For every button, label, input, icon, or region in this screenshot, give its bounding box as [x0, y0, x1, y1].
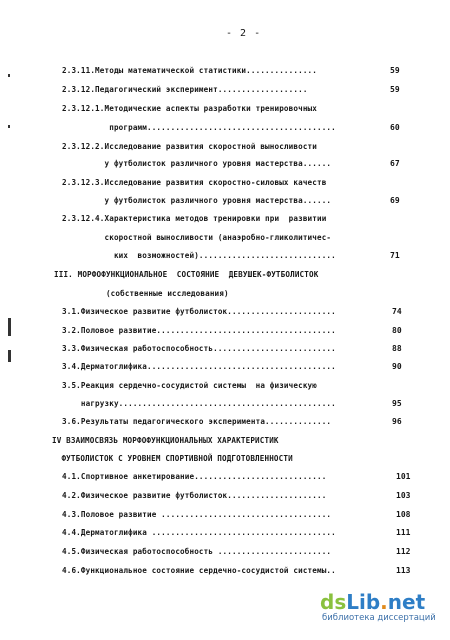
scan-mark	[8, 318, 11, 336]
scan-mark	[8, 74, 10, 77]
toc-entry-text: 3.6.Результаты педагогического эксперимента..............	[62, 417, 332, 426]
toc-entry-page: 96	[392, 417, 402, 426]
chapter-heading: ФУТБОЛИСТОК С УРОВНЕМ СПОРТИВНОЙ ПОДГОТОВЛЕННОСТИ	[52, 454, 293, 463]
toc-entry-page: 112	[396, 547, 411, 556]
chapter-heading: IV ВЗАИМОСВЯЗЬ МОРФОФУНКЦИОНАЛЬНЫХ ХАРАКТЕРИСТИК	[52, 436, 279, 445]
toc-entry-page: 111	[396, 528, 411, 537]
toc-entry-text: 4.2.Физическое развитие футболисток.....................	[62, 491, 327, 500]
toc-entry-text: 2.3.12.1.Методические аспекты разработки тренировочных	[62, 104, 317, 113]
toc-entry-text: ких возможностей).............................	[62, 251, 336, 260]
toc-entry-text: 4.1.Спортивное анкетирование............................	[62, 472, 327, 481]
toc-entry-page: 90	[392, 362, 402, 371]
page-number: - 2 -	[226, 28, 262, 39]
toc-entry-page: 88	[392, 344, 402, 353]
toc-entry-page: 59	[390, 66, 400, 75]
scan-mark	[8, 125, 10, 128]
toc-entry-page: 95	[392, 399, 402, 408]
toc-entry-text: у футболисток различного уровня мастерства......	[62, 196, 332, 205]
toc-entry-text: 4.6.Функциональное состояние сердечно-сосудистой системы..	[62, 566, 336, 575]
toc-entry-text: 3.3.Физическая работоспособность..........................	[62, 344, 336, 353]
toc-entry-text: нагрузку..............................................	[62, 399, 336, 408]
toc-entry-text: 4.3.Половое развитие ....................................	[62, 510, 332, 519]
toc-entry-page: 103	[396, 491, 411, 500]
toc-entry-page: 80	[392, 326, 402, 335]
toc-entry-text: у футболисток различного уровня мастерства......	[62, 159, 332, 168]
chapter-subheading: (собственные исследования)	[54, 289, 229, 298]
toc-entry-text: 2.3.12.Педагогический эксперимент...................	[62, 85, 308, 94]
dslib-watermark	[320, 590, 438, 624]
toc-entry-text: 2.3.12.3.Исследование развития скоростно-силовых качеств	[62, 178, 327, 187]
toc-entry-text: 2.3.11.Методы математической статистики...............	[62, 66, 317, 75]
toc-entry-page: 71	[390, 251, 400, 260]
toc-entry-text: 2.3.12.4.Характеристика методов тренировки при развитии	[62, 214, 327, 223]
dslib-subtitle: библиотека диссертаций	[322, 613, 436, 623]
toc-entry-text: программ........................................	[62, 123, 336, 132]
toc-entry-text: 3.1.Физическое развитие футболисток.......................	[62, 307, 336, 316]
toc-entry-text: 2.3.12.2.Исследование развития скоростной выносливости	[62, 142, 317, 151]
toc-entry-text: 3.2.Половое развитие......................................	[62, 326, 336, 335]
dslib-logo: dsLib.net	[320, 590, 426, 614]
toc-entry-page: 69	[390, 196, 400, 205]
toc-entry-text: 3.4.Дерматоглифика........................................	[62, 362, 336, 371]
toc-entry-page: 113	[396, 566, 411, 575]
chapter-heading: III. МОРФОФУНКЦИОНАЛЬНОЕ СОСТОЯНИЕ ДЕВУШЕК-ФУТБОЛИСТОК	[54, 270, 319, 279]
toc-entry-page: 101	[396, 472, 411, 481]
scan-mark	[8, 350, 11, 362]
toc-entry-text: скоростной выносливости (анаэробно-гликолитичес-	[62, 233, 332, 242]
toc-entry-text: 3.5.Реакция сердечно-сосудистой системы на физическую	[62, 381, 317, 390]
toc-entry-page: 59	[390, 85, 400, 94]
toc-entry-page: 67	[390, 159, 400, 168]
toc-entry-text: 4.4.Дерматоглифика .......................................	[62, 528, 336, 537]
toc-entry-page: 60	[390, 123, 400, 132]
toc-entry-page: 74	[392, 307, 402, 316]
toc-entry-text: 4.5.Физическая работоспособность ........................	[62, 547, 332, 556]
toc-entry-page: 108	[396, 510, 411, 519]
